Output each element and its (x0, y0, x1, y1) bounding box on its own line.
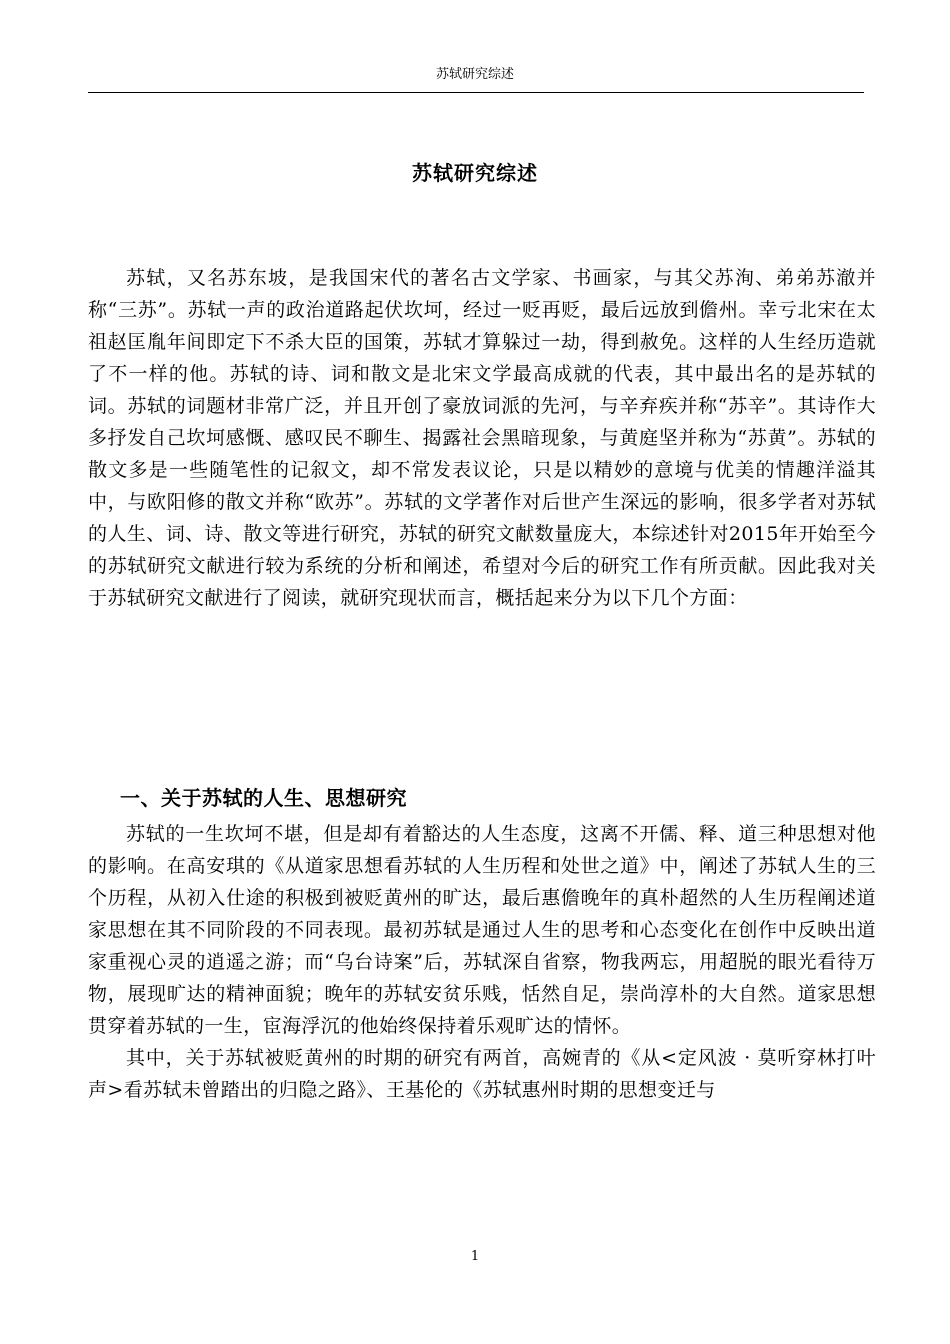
document-title: 苏轼研究综述 (412, 161, 538, 185)
intro-section (88, 262, 876, 614)
intro-paragraph: 苏轼，又名苏东坡，是我国宋代的著名古文学家、书画家，与其父苏洵、弟弟苏澈并称“三苏”。苏轼一声的政治道路起伏坎坷，经过一贬再贬，最后远放到儋州。幸亏北宋在太祖赵匡胤年间即定下不杀大臣的国策，苏轼才算躲过一劫，得到赦免。这样的人生经历造就了不一样的他。苏轼的诗、词和散文是北宋文学最高成就的代表，其中最出名的是苏轼的词。苏轼的词题材非常广泛，并且开创了豪放词派的先河，与辛弃疾并称“苏辛”。其诗作大多抒发自己坎坷感慨、感叹民不聊生、揭露社会黑暗现象，与黄庭坚并称为“苏黄”。苏轼的散文多是一些随笔性的记叙文，却不常发表议论，只是以精妙的意境与优美的情趣洋溢其中，与欧阳修的散文并称“欧苏”。苏轼的文学著作对后世产生深远的影响，很多学者对苏轼的人生、词、诗、散文等进行研究，苏轼的研究文献数量庞大，本综述针对2015年开始至今的苏轼研究文献进行较为系统的分析和阐述，希望对今后的研究工作有所贡献。因此我对关于苏轼研究文献进行了阅读，就研究现状而言，概括起来分为以下几个方面： (88, 267, 876, 609)
section-heading: 一、关于苏轼的人生、思想研究 (120, 786, 407, 810)
section-1-body (88, 818, 876, 1106)
header-divider (88, 92, 864, 93)
section-1-paragraph-1: 苏轼的一生坎坷不堪，但是却有着豁达的人生态度，这离不开儒、释、道三种思想对他的影响。在高安琪的《从道家思想看苏轼的人生历程和处世之道》中，阐述了苏轼人生的三个历程，从初入仕途的积极到被贬黄州的旷达，最后惠儋晚年的真朴超然的人生历程阐述道家思想在其不同阶段的不同表现。最初苏轼是通过人生的思考和心态变化在创作中反映出道家重视心灵的逍遥之游；而“乌台诗案”后，苏轼深自省察，物我两忘，用超脱的眼光看待万物，展现旷达的精神面貌；晚年的苏轼安贫乐贱，恬然自足，崇尚淳朴的大自然。道家思想贯穿着苏轼的一生，宦海浮沉的他始终保持着乐观旷达的情怀。 (88, 823, 876, 1037)
running-header: 苏轼研究综述 (435, 67, 514, 82)
page-number: 1 (470, 1249, 480, 1264)
section-1-paragraph-2: 其中，关于苏轼被贬黄州的时期的研究有两首，高婉青的《从<定风波 · 莫听穿林打叶声>看苏轼未曾踏出的归隐之路》、王基伦的《苏轼惠州时期的思想变迁与 (88, 1047, 876, 1101)
